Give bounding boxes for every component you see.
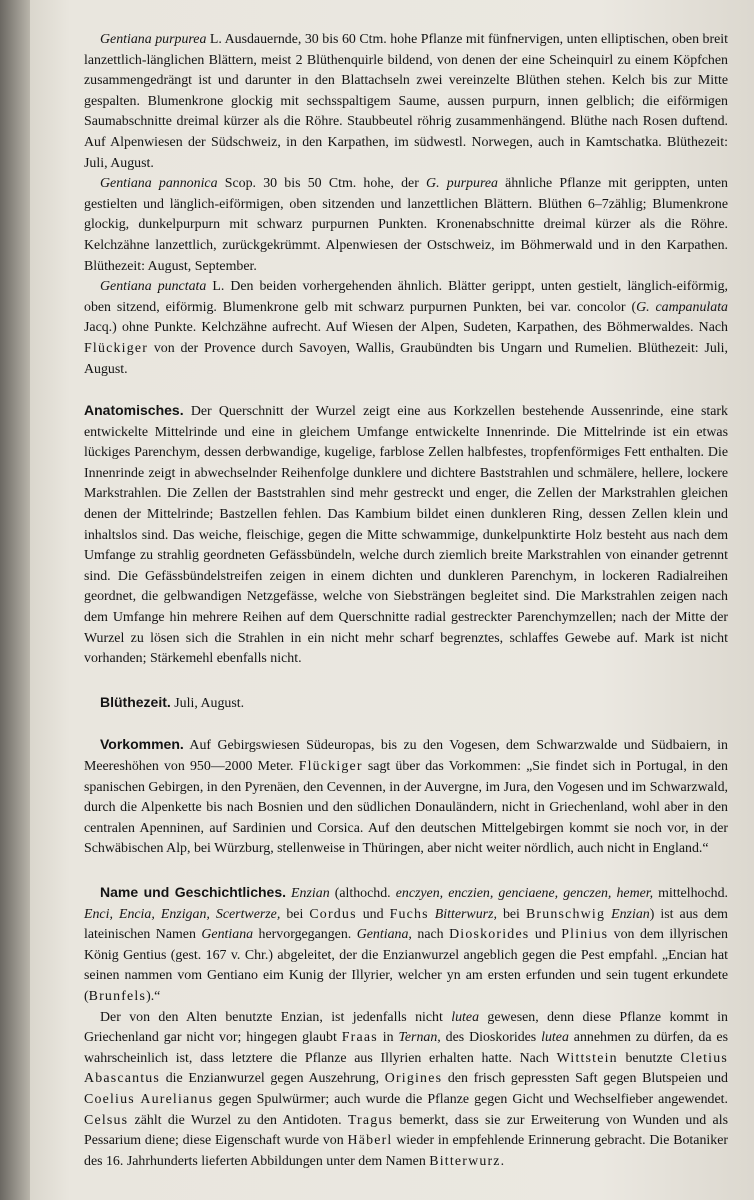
section-heading: Vorkommen.: [100, 736, 184, 753]
section-text: Auf Gebirgswiesen Südeuropas, bis zu den Vogesen, dem Schwarzwalde und Südbaiern, in Meereshöhen von 950—2000 Meter.: [84, 738, 728, 774]
section-vorkommen: [84, 734, 728, 860]
italic-term: Ternan: [398, 1030, 438, 1046]
section-gap: [84, 860, 728, 882]
author-name: Bitterwurz: [429, 1153, 501, 1169]
section-text: wieder in empfehlende Erinnerung gebracht. Die Botaniker des 16. Jahrhunderts lieferten Abbildungen unter dem Namen: [84, 1133, 728, 1169]
paragraph-text: Scop. 30 bis 50 Ctm. hohe, der: [217, 176, 427, 192]
paragraph-history: [84, 1008, 728, 1173]
species-name: G. purpurea: [426, 176, 498, 192]
section-text: ) ist aus dem lateinischen Namen: [84, 906, 728, 943]
italic-term: lutea: [451, 1009, 480, 1025]
paragraph-gentiana-pannonica: [84, 174, 728, 277]
author-name: Wittstein: [556, 1050, 618, 1066]
author-name: Tragus: [347, 1112, 394, 1128]
author-name: Cletius Abascantus: [84, 1050, 728, 1087]
section-text: in: [377, 1030, 399, 1046]
section-text: Juli, August.: [170, 695, 245, 711]
section-text: (althochd.: [329, 885, 396, 901]
italic-term: Enzian: [605, 906, 650, 922]
section-text: Der von den Alten benutzte Enzian, ist jedenfalls nicht: [100, 1009, 452, 1025]
author-name: Häberl: [347, 1133, 393, 1149]
section-text: die Enzianwurzel gegen Auszehrung,: [160, 1071, 385, 1087]
section-text: Der Querschnitt der Wurzel zeigt eine aus Korkzellen bestehende Aussenrinde, eine stark entwickelte Mittelrinde und eine in gleichem Umfange entwickelte Innenrinde. Die Mittelrinde ist ein etwas lückiges Parenchym, dessen derbwandige, kugelige, farblose Zellen halbfestes, tropfenförmiges Fett enthalten. Die Innenrinde zeigt in abwechselnder Reihenfolge dunklere und dichtere Baststrahlen und schmälere, hellere, lockere Markstrahlen. Die Zellen der Baststrahlen sind mehr gestreckt und enger, die Zellen der Markstrahlen gleichen denen der Mittelrinde; Bastzellen fehlen. Das Kambium bildet einen dunkleren Ring, dessen Zellen klein und inhaltslos sind. Das weiche, fleischige, gegen die Mitte schwammige, dunkelpunktirte Holz besteht aus nach dem Umfange zu strahlig geordneten Gefässbündeln, welche durch ziemlich breite Markstrahlen von einander getrennt sind. Die Gefässbündelstreifen zeigen in einem dichten und dunkleren Parenchym, in lockeren Radialreihen geordnet, die gelbwandigen Netzgefässe, welche von Siebsträngen begleitet sind. Die Markstrahlen zeigen nach dem Umfange hin mehrere Reihen auf dem Querschnitte radial gestreckter Parenchymzellen; nach der Mitte der Wurzel zu lösen sich die Strahlen in ein nicht mehr scharf begrenztes, schlaffes Gewebe auf. Mark ist nicht vorhanden; Stärkemehl ebenfalls nicht.: [84, 404, 728, 667]
paragraph-text: L. Ausdauernde, 30 bis 60 Ctm. hohe Pflanze mit fünfnervigen, unten elliptischen, oben breit lanzettlich-länglichen Blättern, meist 2 Blüthenquirle bildend, von denen der eine Scheinquirl zu einem Köpfchen zusammengedrängt ist und darunter in den Blattachseln zwei vereinzelte Blüthen stehen. Kelch bis zur Mitte gespalten. Blumenkrone glockig mit sechsspaltigem Saume, aussen purpurn, innen gelblich; die eiförmigen Saumabschnitte dreimal kürzer als die Röhre. Staubbeutel röhrig zusammenhängend. Blüthe nach Rosen duftend. Auf Alpenwiesen der Südschweiz, in den Karpathen, im südwestl. Norwegen, auch in Kamtschatka. Blüthezeit: Juli, August.: [84, 32, 728, 171]
author-name: Fuchs: [389, 906, 429, 922]
section-text: ).“: [146, 988, 161, 1004]
paragraph-text: von der Provence durch Savoyen, Wallis, Graubündten bis Ungarn und Rumelien. Blüthezeit: Juli, August.: [84, 340, 728, 377]
paragraph-text: ähnliche Pflanze mit gerippten, unten gestielten und länglich-eiförmigen, oben sitzenden und lanzettlichen Blättern. Blüthen 6–7zählig; Blumenkrone glockig, dunkelpurpurn mit schwarz purpurnen Punkten. Kronenabschnitte dreimal kürzer als die Röhre. Kelchzähne lanzettlich, zurückgekrümmt. Alpenwiesen der Ostschweiz, im Böhmerwald und in den Karpathen. Blüthezeit: August, September.: [84, 176, 728, 274]
author-name: Brunschwig: [525, 906, 606, 922]
author-name: Flückiger: [84, 340, 149, 356]
section-text: gegen Spulwürmer; auch wurde die Pflanze gegen Gicht und Wechselfieber angewendet.: [213, 1091, 728, 1107]
section-text: annehmen zu dürfen, da es wahrscheinlich ist, dass letztere die Pflanze aus Illyrien erhalten hatte. Nach: [84, 1030, 728, 1066]
italic-term: Gentiana,: [356, 927, 412, 943]
section-heading: Name und Geschichtliches.: [100, 883, 286, 900]
author-name: Celsus: [84, 1112, 129, 1128]
species-name: G. campanulata: [636, 299, 729, 315]
section-gap: [84, 714, 728, 734]
species-name: Gentiana pannonica: [100, 176, 218, 192]
section-text: bei: [496, 906, 526, 922]
section-gap: [84, 670, 728, 692]
section-text: zählt die Wurzel zu den Antidoten.: [128, 1112, 348, 1128]
italic-term: lutea: [541, 1030, 569, 1046]
section-text: hervorgegangen.: [253, 927, 357, 943]
italic-term: Gentiana: [201, 927, 254, 943]
section-heading: Anatomisches.: [84, 402, 184, 419]
author-name: Coelius Aurelianus: [84, 1091, 214, 1107]
italic-term: Bitterwurz,: [428, 906, 497, 922]
section-name-geschichtliches: [84, 882, 728, 1008]
section-text: von dem illyrischen König Gentius (gest. 167 v. Chr.) abgeleitet, der die Enzianwurzel angeblich gegen die Pest empfahl. „Encian hat seinen nammen vom Gentiano eim Kunig der Illyrier, welcher yn am ersten erfunden und sein tugent erkundete (: [84, 927, 728, 1004]
paragraph-text: L. Den beiden vorhergehenden ähnlich. Blätter gerippt, unten gestielt, länglich-eiförmig, oben sitzend, eiförmig. Blumenkrone gelb mit schwarz purpurnen Punkten, bei var. concolor (: [84, 279, 728, 315]
author-name: Cordus: [309, 906, 357, 922]
section-text: mittelhochd.: [653, 885, 728, 901]
section-text: gewesen, denn diese Pflanze kommt in Griechenland gar nicht vor; hingegen glaubt: [84, 1009, 728, 1046]
italic-term: Enci, Encia, Enzigan, Scertwerze,: [84, 906, 281, 922]
section-text: nach: [411, 927, 450, 943]
italic-term: enczyen, enczien, genciaene, genczen, hemer,: [395, 885, 654, 901]
section-anatomisches: [84, 400, 728, 670]
section-text: den frisch gepressten Saft gegen Blutspeien und: [442, 1071, 728, 1087]
italic-term: Enzian: [286, 885, 330, 901]
section-text: und: [356, 906, 390, 922]
author-name: Fraas: [341, 1030, 378, 1046]
section-gap: [84, 380, 728, 400]
species-name: Gentiana punctata: [100, 279, 207, 295]
paragraph-gentiana-punctata: [84, 277, 728, 380]
section-bluethezeit: [84, 692, 728, 715]
section-text: benutzte: [617, 1050, 681, 1066]
author-name: Origines: [384, 1071, 443, 1087]
author-name: Flückiger: [298, 759, 363, 774]
page-edge-shadow: [0, 0, 30, 1200]
section-text: sagt über das Vorkommen: „Sie findet sich in Portugal, in den spanischen Gebirgen, in den Pyrenäen, den Cevennen, in der Auvergne, im Jura, den Vogesen und im Schwarzwald, durch die Alpenkette bis nach Bosnien und den südlichen Donauländern, nicht in Griechenland, wohl aber in den centralen Apenninen, auf Sardinien und Corsica. Auf den deutschen Mittelgebirgen kommt sie noch vor, in der Schwäbischen Alp, bei Würzburg, stellenweise in Thüringen, aber nicht weiter nördlich, auch nicht in England.“: [84, 759, 728, 857]
section-text: , des Dioskorides: [437, 1030, 542, 1046]
section-text: .: [500, 1153, 505, 1169]
section-text: bei: [280, 906, 310, 922]
paragraph-gentiana-purpurea: [84, 30, 728, 174]
author-name: Brunfels: [88, 988, 147, 1004]
section-text: bemerkt, dass sie zur Erweiterung von Wunden und als Pessarium diene; diese Eigenschaft wurde von: [84, 1112, 728, 1149]
section-heading: Blüthezeit.: [100, 693, 171, 710]
section-text: und: [529, 927, 562, 943]
paragraph-text: Jacq.) ohne Punkte. Kelchzähne aufrecht. Auf Wiesen der Alpen, Sudeten, Karpathen, des Böhmerwaldes. Nach: [84, 320, 728, 336]
author-name: Plinius: [561, 927, 609, 943]
species-name: Gentiana purpurea: [100, 32, 207, 47]
author-name: Dioskorides: [449, 927, 530, 943]
